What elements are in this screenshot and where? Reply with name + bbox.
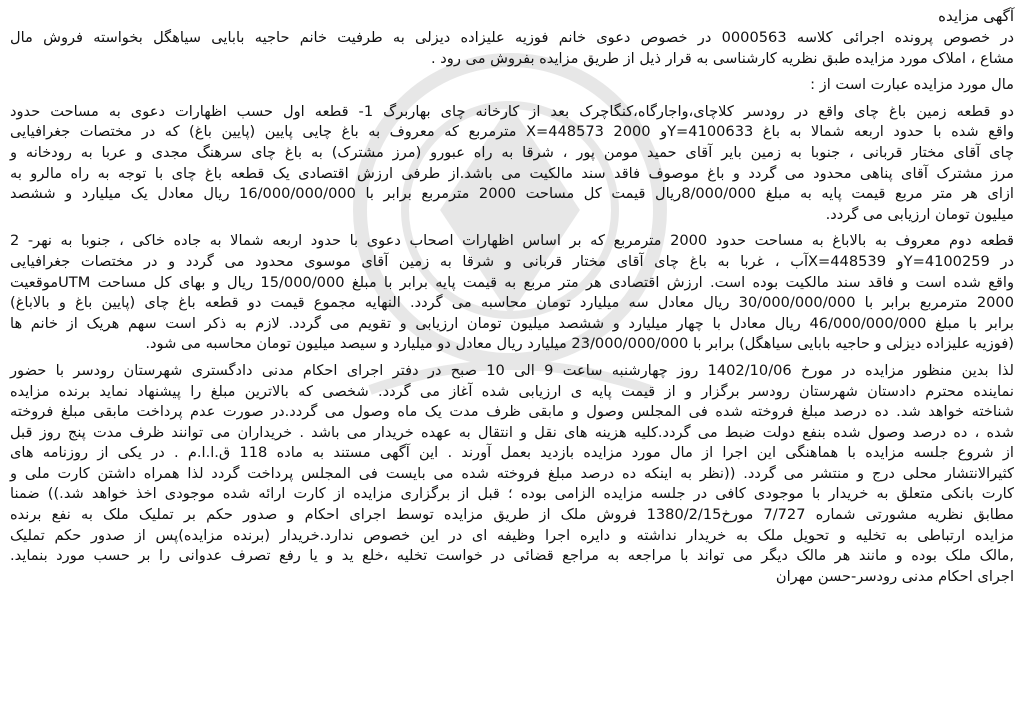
text-line: شناخته خواهد شد. ده درصد مبلغ فروخته شده فی المجلس وصول و مابقی ظرف مدت یک ماه وصول می گردد.در صورت عدم پرداخت مابقی مبلغ فروخته (10, 403, 1014, 421)
text-line: ازای هر متر مربع قیمت پایه به مبلغ 8/000/000ریال قیمت کل مساحت 2000 مترمربع برابر با 16/000/000/000 ریال معادل یک میلیارد و ششصد (10, 185, 1014, 203)
text-line: مطابق نظریه مشورتی شماره 7/727 مورخ1380/2/15 فروش ملک از طریق مزایده توسط اجرای احکام و صدور حکم بر تملیک ملک به نفع برنده (10, 506, 1014, 524)
paragraph-parcel-one (10, 102, 1014, 226)
text-line: مشاع ، املاک مورد مزایده طبق نظریه کارشناسی به قرار ذیل از طریق مزایده بفروش می رود . (431, 49, 1014, 67)
text-line: در خصوص پرونده اجرائی کلاسه 0000563 در خصوص دعوی خانم فوزیه علیزاده دیزلی به طرفیت خانم حاجیه بابایی سیاهگل بخواسته فروش مال (10, 29, 1014, 46)
signature: اجرای احکام مدنی رودسر-حسن مهران (775, 567, 1014, 585)
text-line: مال مورد مزایده عبارت است از : (810, 76, 1014, 94)
text-line: برابر با مبلغ 46/000/000/000 ریال معادل با چهار میلیارد و ششصد میلیون تومان ارزیابی و تقویم می گردد. لازم به ذکر است سهم هریک از خانم ها (10, 314, 1014, 332)
text-line: 2000 مترمربع برابر با 30/000/000/000 ریال معادل سه میلیارد تومان محاسبه می گردد. النهایه مجموع قیمت دو قطعه باغ چای (پایین باغ و بالاباغ) (10, 294, 1014, 312)
text-line: از شروع جلسه مزایده با هماهنگی این اجرا از مال مورد مزایده بازدید بعمل آورند . این آگهی مستند به ماده 118 ق.ا.ا.م . در یکی از روزنامه های (10, 444, 1014, 462)
paragraph-subject (10, 75, 1014, 96)
text-line: چای آقای مختار قربانی ، جنوبا به زمین بایر آقای حمید مومن پور ، شرقا به راه عبورو (مرز مشترک) به باغ چای سرهنگ مجدی و عربا به رودخانه و (10, 143, 1014, 161)
text-line: کثیرالانتشار محلی درج و منتشر می گردد. ((نظر به اینکه ده درصد مبلغ فروخته شده می بایست فی المجلس پرداخت گردد لذا همراه داشتن کارت ملی و (10, 464, 1014, 482)
notice-title: آگهی مزایده (938, 7, 1014, 25)
paragraph-case (10, 28, 1014, 69)
paragraph-auction-terms (10, 361, 1014, 567)
text-line: واقع شده است و فاقد سند مالکیت بوده است. ارزش اقتصادی هر متر مربع به قیمت پایه برابر با مبلغ 15/000/000 ریال و بهای کل مساحت UTMموقعیت (10, 273, 1014, 291)
paragraph-parcel-two (10, 231, 1014, 355)
text-line: در Y=4100259و X=448539آب ، غربا به باغ چای آقای مختار قربانی و شرقا به زمین آقای موسوی محدود می گردد و در مختصات جغرافیایی (10, 252, 1014, 270)
text-line: دو قطعه زمین باغ چای واقع در رودسر کلاچای،واجارگاه،کنگاچرک بعد از کارخانه چای بهاربرگ 1- قطعه اول حسب اظهارات دعوی به مساحت حدود (10, 102, 1014, 120)
text-line: لذا بدین منظور مزایده در مورخ 1402/10/06 روز چهارشنبه ساعت 9 الی 10 صبح در دفتر اجرای احکام مدنی دادگستری شهرستان رودسر با حضور (10, 361, 1014, 379)
text-line: مزایده ارتباطی به تخلیه و تحویل ملک به خریدار نداشته و دایره اجرا وظیفه ای در این خصوص ندارد.خریدار (برنده مزایده)پس از صدور حکم تملیک (10, 526, 1014, 544)
text-line: کارت بانکی متعلق به خریدار با موجودی کافی در جلسه مزایده الزامی بوده ؛ قبل از برگزاری مزایده از کارت ارائه شده موجودی اخذ خواهد شد.)) ضمنا (10, 485, 1014, 503)
text-line: نماینده محترم دادستان شهرستان رودسر برگزار و از قیمت پایه ی ارزیابی شده آغاز می گردد. شخصی که بالاترین مبلغ را پیشنهاد نماید برنده مزایده (10, 382, 1014, 400)
text-line: قطعه دوم معروف به بالاباغ به مساحت حدود 2000 مترمربع که بر اساس اظهارات اصحاب دعوی با حدود اربعه شمالا به جاده خاکی ، جنوبا به نهر- 2 (10, 232, 1014, 250)
text-line: (فوزیه علیزاده دیزلی و حاجیه بابایی سیاهگل) برابر با 23/000/000/000 میلیارد ریال معادل دو میلیارد و سیصد میلیون تومان محاسبه می شود. (145, 335, 1014, 353)
text-line: مرز مشترک آقای پناهی محدود می گردد و باغ موصوف فاقد سند مالکیت می باشد.از طرفی ارزش اقتصادی یک قطعه باغ چای با توجه به راه مالرو به (10, 164, 1014, 182)
text-line: ,مالک ملک بوده و مانند هر مالک دیگر می تواند با مراجعه به مراجع قضائی در خواست تخلیه ،خلع ید و یا رفع تصرف عدوانی را بر حسب مورد بنماید. (10, 547, 1014, 565)
text-line: واقع شده با حدود اربعه شمالا به باغ Y=4100633و X=448573 2000 مترمربع که معروف به باغ چایی پایین (پایین باغ) که در مختصات جغرافیایی (10, 123, 1015, 141)
text-line: شده ، ده درصد وصول شده بنفع دولت ضبط می گردد.کلیه هزینه های نقل و انتقال به عهده خریدار می باشد . خریداران می توانند ظرف مدت پنج روز قبل (10, 423, 1014, 441)
text-line: میلیون تومان ارزیابی می گردد. (825, 205, 1014, 223)
